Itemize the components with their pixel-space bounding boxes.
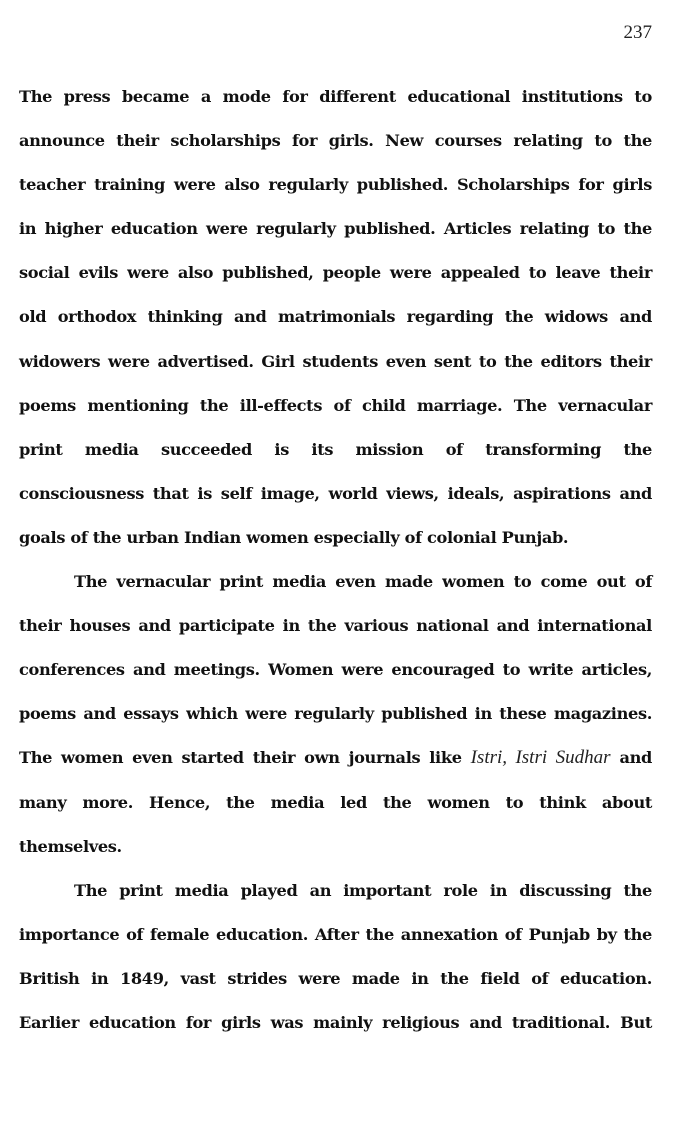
text-line: conferences and meetings. Women were encouraged to write articles,: [19, 660, 652, 680]
text-line: Earlier education for girls was mainly religious and traditional. But: [19, 1012, 652, 1032]
text-line: their houses and participate in the various national and international: [19, 616, 652, 636]
text-line: announce their scholarships for girls. New courses relating to the: [19, 131, 652, 151]
page-number: 237: [623, 22, 652, 43]
text-line: The press became a mode for different educational institutions to: [19, 87, 652, 106]
text-line: in higher education were regularly published. Articles relating to the: [19, 219, 652, 239]
paragraph-3: [19, 878, 652, 1054]
text-line: consciousness that is self image, world views, ideals, aspirations and: [19, 483, 652, 503]
text-line: British in 1849, vast strides were made in the field of education.: [19, 968, 652, 988]
text-line: social evils were also published, people were appealed to leave their: [19, 263, 652, 283]
text-line: importance of female education. After the annexation of Punjab by the: [19, 924, 652, 944]
text-line: poems mentioning the ill-effects of child marriage. The vernacular: [19, 395, 652, 415]
line-text-before: The women even started their own journals like: [19, 748, 462, 768]
text-line: goals of the urban Indian women especially of colonial Punjab.: [19, 527, 569, 547]
text-line-with-journals: [19, 745, 652, 789]
text-line: print media succeeded is its mission of transforming the: [19, 439, 652, 459]
body-text: [19, 84, 652, 1054]
text-line: teacher training were also regularly published. Scholarships for girls: [19, 175, 652, 195]
text-line: widowers were advertised. Girl students even sent to the editors their: [19, 351, 652, 371]
paragraph-2: [19, 569, 652, 878]
text-line: old orthodox thinking and matrimonials regarding the widows and: [19, 307, 652, 327]
text-line: themselves.: [19, 836, 122, 856]
line-text-after: and: [619, 748, 652, 768]
text-line: poems and essays which were regularly published in these magazines.: [19, 704, 652, 724]
text-line: The vernacular print media even made women to come out of: [74, 572, 652, 592]
text-line: The print media played an important role in discussing the: [74, 880, 652, 900]
journal-titles: Istri, Istri Sudhar: [470, 747, 611, 769]
text-line: many more. Hence, the media led the women to think about: [19, 792, 652, 812]
paragraph-1: [19, 84, 652, 569]
